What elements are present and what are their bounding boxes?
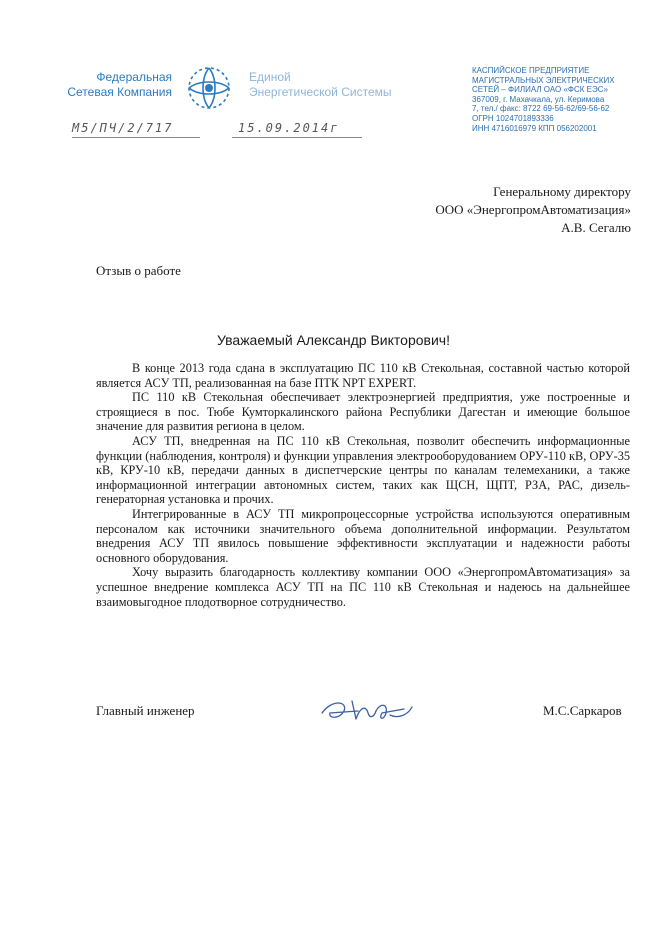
signer-position: Главный инженер: [96, 703, 195, 718]
logo-line: Единой: [249, 70, 291, 84]
handwritten-signature: [318, 693, 428, 725]
company-details: [472, 66, 632, 133]
company-line: СЕТЕЙ – ФИЛИАЛ ОАО «ФСК ЕЭС»: [472, 85, 608, 95]
body-paragraph: Интегрированные в АСУ ТП микропроцессорные устройства используются оперативным персоналом как источники значительного объема дополнительной информации. Результатом внедрения АСУ ТП явилось повышение эффективности эксплуатации и надежности работы основного оборудования.: [96, 506, 630, 565]
body-paragraph: АСУ ТП, внедренная на ПС 110 кВ Стекольная, позволит обеспечить информационные функции (наблюдения, контроля) и функции управления электрооборудованием ОРУ-110 кВ, ОРУ-35 кВ, КРУ-10 кВ, передачи данных в диспетчерские центры по каналам телемеханики, а также информационной интеграции автономных систем, таких как ЩСН, ЩПТ, РЗА, РАС, дизель-генераторная установка и прочих.: [96, 433, 630, 507]
reg-underline: [72, 137, 200, 138]
salutation: Уважаемый Александр Викторович!: [217, 332, 450, 348]
company-line: 367009, г. Махачкала, ул. Керимова: [472, 94, 605, 104]
company-line: МАГИСТРАЛЬНЫХ ЭЛЕКТРИЧЕСКИХ: [472, 75, 615, 85]
letter-subject: Отзыв о работе: [96, 263, 181, 278]
company-line: 7, тел./ факс: 8722 69-56-62/69-56-62: [472, 104, 610, 114]
logo-text-right: [249, 70, 419, 100]
logo-line: Энергетической Системы: [249, 85, 392, 99]
addressee: [435, 183, 631, 237]
body-paragraph: ПС 110 кВ Стекольная обеспечивает электроэнергией предприятия, уже построенные и строящиеся в пос. Тюбе Кумторкалинского района Республики Дагестан и имеющие большое значение для развития региона в целом.: [96, 390, 630, 434]
addressee-title: Генеральному директору: [493, 184, 631, 199]
addressee-company: ООО «ЭнергопромАвтоматизация»: [435, 202, 631, 217]
body-paragraph: В конце 2013 года сдана в эксплуатацию ПС 110 кВ Стекольная, составной частью которой является АСУ ТП, реализованная на базе ПТК NPT EXPERT.: [96, 361, 630, 390]
logo-line: Федеральная: [96, 70, 172, 84]
logo-text-left: [60, 70, 172, 100]
letter-body: [96, 361, 630, 609]
logo-line: Сетевая Компания: [67, 85, 172, 99]
registration-number: М5/ПЧ/2/717: [72, 121, 174, 135]
addressee-name: А.В. Сегалю: [561, 220, 631, 235]
date-underline: [232, 137, 362, 138]
signer-name: М.С.Саркаров: [543, 703, 622, 718]
company-line: ОГРН 1024701893336: [472, 113, 554, 123]
letter-date: 15.09.2014г: [238, 121, 340, 135]
fsk-emblem-icon: [177, 60, 241, 116]
company-line: КАСПИЙСКОЕ ПРЕДПРИЯТИЕ: [472, 66, 590, 75]
body-paragraph: Хочу выразить благодарность коллективу компании ООО «ЭнергопромАвтоматизация» за успешное внедрение комплекса АСУ ТП на ПС 110 кВ Стекольная и надеюсь на дальнейшее взаимовыгодное плодотворное сотрудничество.: [96, 565, 630, 609]
company-line: ИНН 4716016979 КПП 056202001: [472, 123, 597, 133]
